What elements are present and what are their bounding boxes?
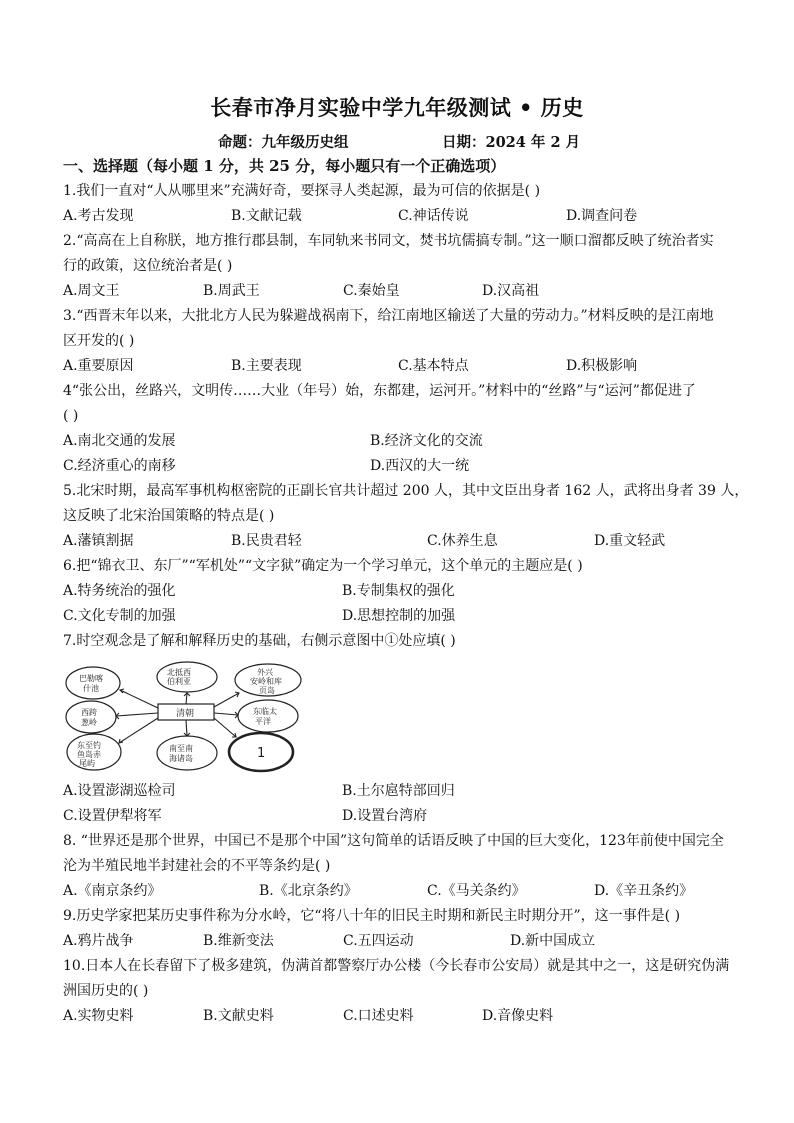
balkhash-label: 巴勒喀什池 [79, 674, 103, 693]
q8-option-d[interactable]: D.《辛丑条约》 [594, 883, 694, 899]
q2-option-d[interactable]: D.汉高祖 [482, 283, 540, 299]
pacific-label: 东临太平洋 [253, 707, 277, 726]
q7-option-a[interactable]: A.设置澎湖巡检司 [63, 783, 176, 799]
node-balkhash [66, 667, 120, 699]
q3-option-b[interactable]: B.主要表现 [231, 358, 302, 374]
q6-option-d[interactable]: D.思想控制的加强 [342, 608, 456, 624]
q6-option-b[interactable]: B.专制集权的强化 [342, 583, 455, 599]
q5-option-d[interactable]: D.重文轻武 [594, 533, 666, 549]
q9-option-b[interactable]: B.维新变法 [203, 933, 274, 949]
q2-option-b[interactable]: B.周武王 [203, 283, 260, 299]
blank-node-number: 1 [257, 746, 266, 761]
question-8-text: 8. “世界还是那个世界，中国已不是那个中国”这句简单的话语反映了中国的巨大变化，123年前使中国完全 [63, 833, 724, 849]
q7-option-b[interactable]: B.土尔扈特部回归 [342, 783, 455, 799]
question-3-text: 3.“西晋末年以来，大批北方人民为躲避战祸南下，给江南地区输送了大量的劳动力。”材料反映的是江南地 [63, 308, 714, 324]
q1-option-b[interactable]: B.文献记载 [231, 208, 302, 224]
q3-option-a[interactable]: A.重要原因 [63, 358, 134, 374]
q4-option-d[interactable]: D.西汉的大一统 [370, 458, 470, 474]
q5-option-b[interactable]: B.民贵君轻 [231, 533, 302, 549]
q1-option-c[interactable]: C.神话传说 [398, 208, 469, 224]
q9-option-a[interactable]: A.鸦片战争 [63, 933, 134, 949]
q10-option-a[interactable]: A.实物史料 [63, 1008, 134, 1024]
q1-option-d[interactable]: D.调查问卷 [566, 208, 638, 224]
siberia-label: 北抵西伯利亚 [167, 668, 191, 686]
q4-option-c[interactable]: C.经济重心的南移 [63, 458, 176, 474]
q6-option-c[interactable]: C.文化专制的加强 [63, 608, 176, 624]
qing-territory-diagram [63, 660, 313, 778]
q8-option-c[interactable]: C.《马关条约》 [427, 883, 526, 899]
q7-option-c[interactable]: C.设置伊犁将军 [63, 808, 162, 824]
question-6-text: 6.把“锦衣卫、东厂”“军机处”“文字狱”确定为一个学习单元，这个单元的主题应是( ) [63, 558, 583, 574]
node-congling [66, 701, 116, 733]
q7-option-d[interactable]: D.设置台湾府 [342, 808, 428, 824]
date-label: 日期：2024 年 2 月 [442, 134, 581, 151]
diaoyu-label: 东至钓鱼岛赤尾屿 [77, 741, 101, 768]
q2-option-a[interactable]: A.周文王 [63, 283, 120, 299]
q10-option-d[interactable]: D.音像史料 [482, 1008, 554, 1024]
node-pacific [238, 700, 298, 732]
exam-title: 长春市净月实验中学九年级测试 • 历史 [210, 95, 584, 120]
q9-option-c[interactable]: C.五四运动 [343, 933, 414, 949]
question-8-text-cont: 沦为半殖民地半封建社会的不平等条约是( ) [63, 858, 331, 874]
q3-option-d[interactable]: D.积极影响 [566, 358, 638, 374]
south-sea-label: 南至南海诸岛 [169, 744, 193, 763]
question-2-text-cont: 行的政策，这位统治者是( ) [63, 258, 233, 274]
q8-option-b[interactable]: B.《北京条约》 [259, 883, 358, 899]
q5-option-a[interactable]: A.藩镇割据 [63, 533, 134, 549]
q3-option-c[interactable]: C.基本特点 [398, 358, 469, 374]
q4-option-a[interactable]: A.南北交通的发展 [63, 433, 176, 449]
question-4-text: 4“张公出，丝路兴，文明传……大业（年号）始，东都建，运河开。”材料中的“丝路”与“运河”都促进了 [63, 383, 696, 399]
congling-label: 西跨葱岭 [81, 708, 97, 727]
q8-option-a[interactable]: A.《南京条约》 [63, 883, 162, 899]
q9-option-d[interactable]: D.新中国成立 [510, 933, 596, 949]
question-7-text: 7.时空观念是了解和解释历史的基础，右侧示意图中①处应填( ) [63, 633, 456, 649]
q10-option-b[interactable]: B.文献史料 [203, 1008, 274, 1024]
q10-option-c[interactable]: C.口述史料 [343, 1008, 414, 1024]
question-5-text: 5.北宋时期，最高军事机构枢密院的正副长官共计超过 200 人，其中文臣出身者 162 人，武将出身者 39 人， [63, 483, 749, 499]
author-label: 命题：九年级历史组 [218, 134, 349, 151]
question-1-text: 1.我们一直对“人从哪里来”充满好奇，要探寻人类起源，最为可信的依据是( ) [63, 183, 541, 199]
xinganling-label: 外兴安岭和库页岛 [250, 668, 282, 695]
question-3-text-cont: 区开发的( ) [63, 333, 135, 349]
q4-option-b[interactable]: B.经济文化的交流 [370, 433, 483, 449]
center-label: 清朝 [176, 709, 195, 719]
q2-option-c[interactable]: C.秦始皇 [343, 283, 400, 299]
question-10-text: 10.日本人在长春留下了极多建筑，伪满首都警察厅办公楼（今长春市公安局）就是其中之一，这是研究伪满 [63, 958, 730, 974]
question-4-text-cont: ( ) [63, 408, 79, 424]
question-10-text-cont: 洲国历史的( ) [63, 983, 149, 999]
section-title: 一、选择题（每小题 1 分，共 25 分，每小题只有一个正确选项） [63, 157, 506, 175]
q6-option-a[interactable]: A.特务统治的强化 [63, 583, 176, 599]
question-9-text: 9.历史学家把某历史事件称为分水岭，它“将八十年的旧民主时期和新民主时期分开”，这一事件是( ) [63, 908, 681, 924]
question-2-text: 2.“高高在上自称朕，地方推行郡县制，车同轨来书同文，焚书坑儒搞专制。”这一顺口溜都反映了统治者实 [63, 233, 714, 249]
q1-option-a[interactable]: A.考古发现 [63, 208, 134, 224]
question-5-text-cont: 这反映了北宋治国策略的特点是( ) [63, 508, 275, 524]
node-south-sea [157, 736, 217, 770]
q5-option-c[interactable]: C.休养生息 [427, 533, 498, 549]
